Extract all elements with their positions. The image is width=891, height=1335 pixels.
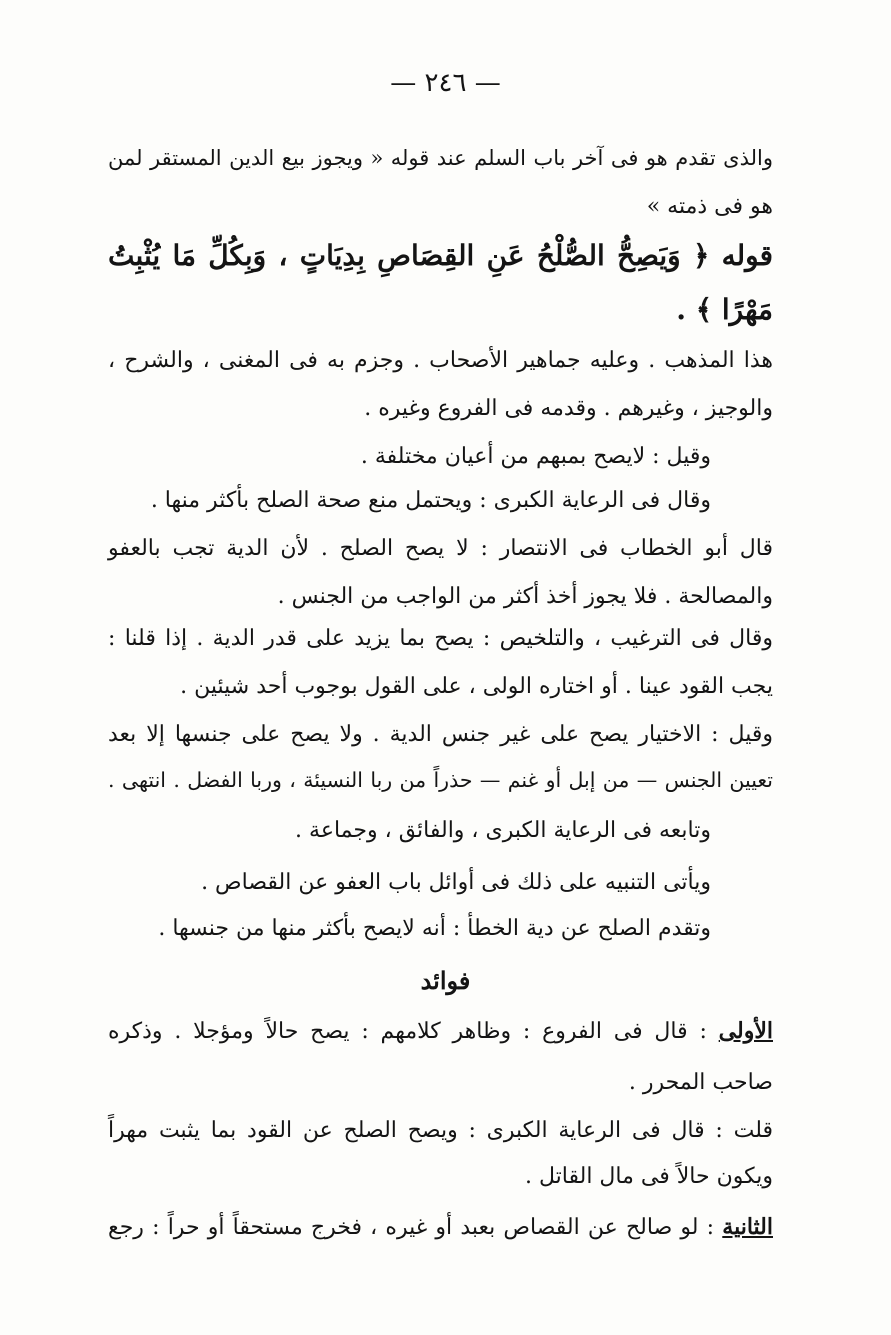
- text-line: [108, 724, 773, 746]
- text-line: [108, 1120, 773, 1142]
- text-segment: هو فى ذمته »: [646, 194, 773, 219]
- text-line: [108, 196, 773, 218]
- text-segment: قوله ﴿ وَيَصِحُّ الصُّلْحُ عَنِ القِصَاصِ بِدِيَاتٍ ، وَبِكُلِّ مَا يُثْبِتُ: [108, 239, 774, 272]
- text-line: [108, 676, 773, 698]
- text-line: [108, 770, 773, 791]
- text-segment: قال أبو الخطاب فى الانتصار : لا يصح الصلح . لأن الدية تجب بالعفو: [108, 536, 773, 561]
- text-segment: والذى تقدم هو فى آخر باب السلم عند قوله « ويجوز بيع الدين المستقر لمن: [108, 146, 773, 170]
- quoted-text-heading: [108, 239, 774, 272]
- text-segment: وتقدم الصلح عن دية الخطأ : أنه لايصح بأكثر منها من جنسها .: [158, 916, 711, 941]
- text-segment: وتابعه فى الرعاية الكبرى ، والفائق ، وجماعة .: [295, 818, 711, 843]
- page-number: — ٢٤٦ —: [390, 68, 501, 98]
- text-line: [108, 1166, 773, 1188]
- text-line: [108, 872, 711, 894]
- text-segment: يجب القود عينا . أو اختاره الولى ، على القول بوجوب أحد شيئين .: [180, 674, 773, 699]
- text-segment: ويكون حالاً فى مال القاتل .: [525, 1164, 773, 1189]
- text-line: [108, 538, 773, 560]
- text-segment: قلت : قال فى الرعاية الكبرى : ويصح الصلح عن القود بما يثبت مهراً: [108, 1118, 773, 1143]
- text-segment: وقال فى الترغيب ، والتلخيص : يصح بما يزيد على قدر الدية . إذا قلنا :: [108, 626, 773, 651]
- text-segment: مَهْرًا ﴾ .: [676, 293, 773, 326]
- text-segment: والوجيز ، وغيرهم . وقدمه فى الفروع وغيره .: [364, 396, 773, 421]
- text-segment: ويأتى التنبيه على ذلك فى أوائل باب العفو عن القصاص .: [201, 870, 711, 895]
- text-segment: هذا المذهب . وعليه جماهير الأصحاب . وجزم به فى المغنى ، والشرح ،: [108, 348, 773, 373]
- text-line: [108, 490, 711, 512]
- point-label: الأولى: [718, 1018, 773, 1044]
- text-segment: وقيل : الاختيار يصح على غير جنس الدية . ولا يصح على جنسها إلا بعد: [108, 722, 773, 747]
- text-segment: تعيين الجنس — من إبل أو غنم — حذراً من ربا النسيئة ، وربا الفضل . انتهى .: [108, 768, 773, 792]
- text-line: [108, 446, 711, 468]
- text-segment: صاحب المحرر .: [628, 1070, 773, 1095]
- text-line: [108, 628, 773, 650]
- text-segment: وقيل : لايصح بمبهم من أعيان مختلفة .: [360, 444, 711, 469]
- text-segment: : لو صالح عن القصاص بعبد أو غيره ، فخرج مستحقاً أو حراً : رجع: [108, 1215, 723, 1240]
- section-title: [0, 966, 891, 995]
- text-line: [108, 586, 773, 608]
- text-segment: والمصالحة . فلا يجوز أخذ أكثر من الواجب من الجنس .: [277, 584, 773, 609]
- text-line: [108, 350, 773, 372]
- text-line: [108, 398, 773, 420]
- text-line: [108, 1020, 773, 1043]
- text-segment: : قال فى الفروع : وظاهر كلامهم : يصح حالاً ومؤجلا . وذكره: [108, 1019, 719, 1044]
- text-line: [108, 820, 711, 842]
- text-segment: فوائد: [420, 966, 471, 995]
- text-line: [108, 1072, 773, 1094]
- text-line: [108, 918, 711, 940]
- text-line: [108, 1216, 773, 1239]
- text-segment: وقال فى الرعاية الكبرى : ويحتمل منع صحة الصلح بأكثر منها .: [150, 488, 711, 513]
- quoted-text-heading-end: [108, 293, 773, 326]
- point-label: الثانية: [722, 1214, 773, 1240]
- text-line: [108, 148, 773, 169]
